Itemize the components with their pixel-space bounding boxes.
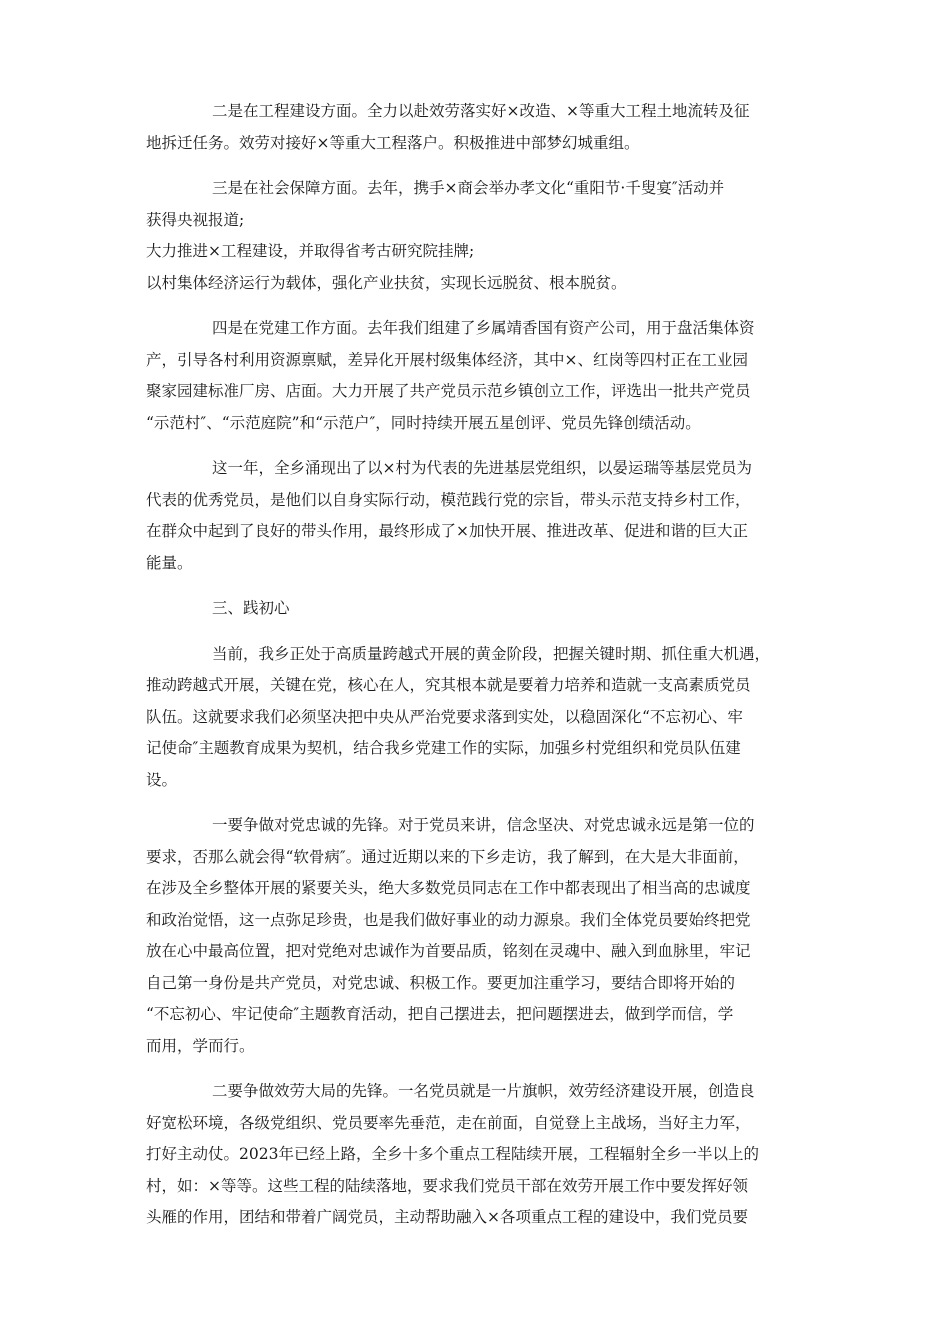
paragraph-line: 村，如：×等等。这些工程的陆续落地，要求我们党员干部在效劳开展工作中要发挥好领: [146, 1176, 748, 1195]
paragraph-line: 地拆迁任务。效劳对接好×等重大工程落户。积极推进中部梦幻城重组。: [146, 133, 640, 152]
paragraph-collective-economy: [146, 268, 806, 300]
paragraph-line: 二是在工程建设方面。全力以赴效劳落实好×改造、×等重大工程土地流转及征: [212, 102, 750, 120]
paragraph-line: 三是在社会保障方面。去年，携手×商会举办孝文化“重阳节·千叟宴″活动并: [212, 179, 725, 197]
paragraph-line: 和政治觉悟，这一点弥足珍贵，也是我们做好事业的动力源泉。我们全体党员要始终把党: [146, 910, 751, 929]
paragraph-line: 记使命″主题教育成果为契机，结合我乡党建工作的实际，加强乡村党组织和党员队伍建: [146, 739, 741, 757]
paragraph-line: 打好主动仗。2023年已经上路，全乡十多个重点工程陆续开展，工程辐射全乡一半以上的: [146, 1145, 759, 1163]
paragraph-line: 一要争做对党忠诚的先锋。对于党员来讲，信念坚决、对党忠诚永远是第一位的: [212, 816, 755, 834]
section-heading: [146, 593, 806, 625]
paragraph-serve-overall: [146, 1076, 806, 1234]
paragraph-line: 要求，否那么就会得“软骨病″。通过近期以来的下乡走访，我了解到，在大是大非面前，: [146, 847, 749, 866]
paragraph-line: 获得央视报道;: [146, 210, 245, 229]
paragraph-engineering: [146, 96, 806, 159]
paragraph-line: 能量。: [146, 553, 193, 572]
paragraph-line: 放在心中最高位置，把对党绝对忠诚作为首要品质，铭刻在灵魂中、融入到血脉里，牢记: [146, 942, 751, 960]
paragraph-line: 二要争做效劳大局的先锋。一名党员就是一片旗帜，效劳经济建设开展，创造良: [212, 1082, 755, 1100]
paragraph-line: 大力推进×工程建设，并取得省考古研究院挂牌;: [146, 242, 475, 260]
paragraph-line: 当前，我乡正处于高质量跨越式开展的黄金阶段，把握关键时期、抓住重大机遇，: [212, 644, 771, 663]
paragraph-archaeology: [146, 236, 806, 268]
paragraph-line: 聚家园建标准厂房、店面。大力开展了共产党员示范乡镇创立工作，评选出一批共产党员: [146, 382, 751, 400]
paragraph-social-security: [146, 173, 806, 236]
paragraph-line: 推动跨越式开展，关键在党，核心在人，究其根本就是要着力培养和造就一支高素质党员: [146, 676, 751, 694]
paragraph-line: 在群众中起到了良好的带头作用，最终形成了×加快开展、推进改革、促进和谐的巨大正: [146, 522, 748, 540]
paragraph-line: “不忘初心、牢记使命″主题教育活动，把自己摆进去，把问题摆进去，做到学而信，学: [146, 1005, 734, 1023]
paragraph-line: 代表的优秀党员，是他们以自身实际行动，模范践行党的宗旨，带头示范支持乡村工作，: [146, 490, 751, 509]
paragraph-line: 自己第一身份是共产党员，对党忠诚、积极工作。要更加注重学习，要结合即将开始的: [146, 973, 736, 992]
paragraph-line: 好宽松环境，各级党组织、党员要率先垂范，走在前面，自觉登上主战场，当好主力军，: [146, 1113, 751, 1132]
paragraph-line: 以村集体经济运行为载体，强化产业扶贫，实现长远脱贫、根本脱贫。: [146, 273, 627, 292]
paragraph-line: 这一年，全乡涌现出了以×村为代表的先进基层党组织，以晏运瑞等基层党员为: [212, 459, 752, 477]
paragraph-line: 队伍。这就要求我们必须坚决把中央从严治党要求落到实处，以稳固深化“不忘初心、牢: [146, 707, 743, 726]
paragraph-year-summary: [146, 453, 806, 579]
paragraph-line: 在涉及全乡整体开展的紧要关头，绝大多数党员同志在工作中都表现出了相当高的忠诚度: [146, 879, 751, 897]
paragraph-current-stage: [146, 639, 806, 797]
paragraph-line: 设。: [146, 770, 178, 789]
paragraph-line: 四是在党建工作方面。去年我们组建了乡属靖香国有资产公司，用于盘活集体资: [212, 319, 755, 337]
section-heading-text: 三、践初心: [212, 599, 290, 617]
paragraph-line: 产，引导各村利用资源禀赋，差异化开展村级集体经济，其中×、红岗等四村正在工业园: [146, 350, 748, 369]
paragraph-line: 而用，学而行。: [146, 1036, 255, 1055]
paragraph-loyalty: [146, 810, 806, 1062]
paragraph-line: 头雁的作用，团结和带着广阔党员，主动帮助融入×各项重点工程的建设中，我们党员要: [146, 1208, 748, 1226]
paragraph-line: “示范村″、“示范庭院”和“示范户″，同时持续开展五星创评、党员先锋创绩活动。: [146, 413, 701, 432]
document-page: [146, 96, 806, 1248]
paragraph-party-building: [146, 313, 806, 439]
